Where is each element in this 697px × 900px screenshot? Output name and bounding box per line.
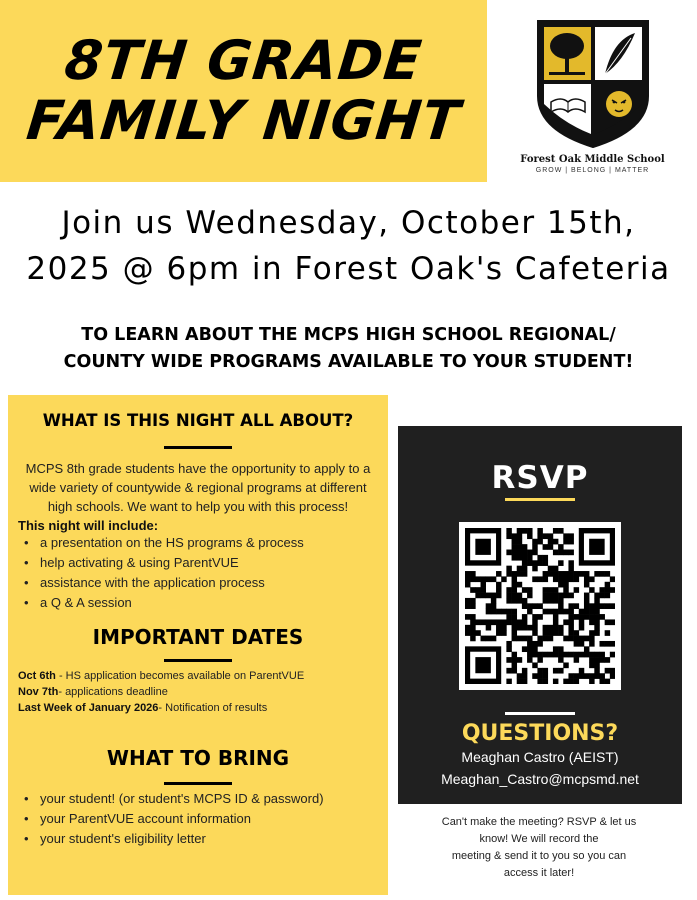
purpose-line-2: COUNTY WIDE PROGRAMS AVAILABLE TO YOUR STUDENT! (63, 352, 634, 372)
bring-heading: WHAT TO BRING (106, 746, 290, 770)
event-line-1: Join us Wednesday, October 15th, (61, 205, 636, 241)
dates-heading: IMPORTANT DATES (92, 625, 304, 649)
questions-heading: QUESTIONS? (461, 721, 619, 746)
qr-divider (505, 712, 575, 715)
school-name: Forest Oak Middle School (520, 154, 665, 165)
contact-name: Meaghan Castro (AEIST) (461, 749, 619, 765)
dates-divider (164, 659, 232, 662)
event-details (0, 200, 697, 292)
date-item: Oct 6th - HS application becomes available on ParentVUE (18, 670, 305, 682)
date-item: Last Week of January 2026- Notification of results (18, 702, 268, 714)
school-motto: GROW | BELONG | MATTER (535, 167, 650, 174)
note-line-1: Can't make the meeting? RSVP & let us (441, 816, 637, 828)
qr-finder-pattern (579, 528, 615, 566)
title-line-2: FAMILY NIGHT (23, 89, 464, 152)
about-heading: WHAT IS THIS NIGHT ALL ABOUT? (42, 411, 354, 430)
crest-icon (535, 18, 651, 150)
qr-finder-pattern (465, 528, 501, 566)
include-list (18, 533, 378, 613)
rsvp-divider (505, 498, 575, 501)
title-banner (0, 0, 487, 182)
note-line-3: meeting & send it to you so you can (451, 850, 627, 862)
list-item: • your student! (or student's MCPS ID & password) (18, 789, 378, 809)
contact-email[interactable]: Meaghan_Castro@mcpsmd.net (441, 771, 639, 787)
list-item: • help activating & using ParentVUE (18, 553, 378, 573)
qr-finder-pattern (465, 646, 501, 684)
date-item: Nov 7th- applications deadline (18, 686, 168, 698)
list-item: • a Q & A session (18, 593, 378, 613)
event-line-2: 2025 @ 6pm in Forest Oak's Cafeteria (26, 251, 671, 287)
purpose-line-1: TO LEARN ABOUT THE MCPS HIGH SCHOOL REGIONAL/ (81, 325, 616, 345)
note-line-4: access it later! (503, 867, 575, 879)
note-line-2: know! We will record the (479, 833, 599, 845)
qr-code-icon[interactable] (465, 528, 615, 684)
title-line-1: 8TH GRADE (61, 29, 426, 92)
list-item: • assistance with the application process (18, 573, 378, 593)
include-label: This night will include: (18, 518, 159, 533)
bring-divider (164, 782, 232, 785)
info-panel (8, 395, 388, 895)
event-purpose (0, 322, 697, 376)
rsvp-panel (398, 426, 682, 804)
list-item: • your ParentVUE account information (18, 809, 378, 829)
tiger-icon (606, 91, 632, 117)
list-item: • your student's eligibility letter (18, 829, 378, 849)
school-logo (505, 18, 680, 188)
list-item: • a presentation on the HS programs & process (18, 533, 378, 553)
rsvp-qr-code[interactable] (459, 522, 621, 690)
rsvp-heading: RSVP (491, 460, 589, 496)
about-description: MCPS 8th grade students have the opportunity to apply to a wide variety of countywide & regional programs at different high schools. We want to help you with this process! (25, 461, 371, 514)
bring-list (18, 789, 378, 849)
recording-note (408, 814, 670, 882)
about-divider (164, 446, 232, 449)
dates-list (18, 668, 378, 716)
